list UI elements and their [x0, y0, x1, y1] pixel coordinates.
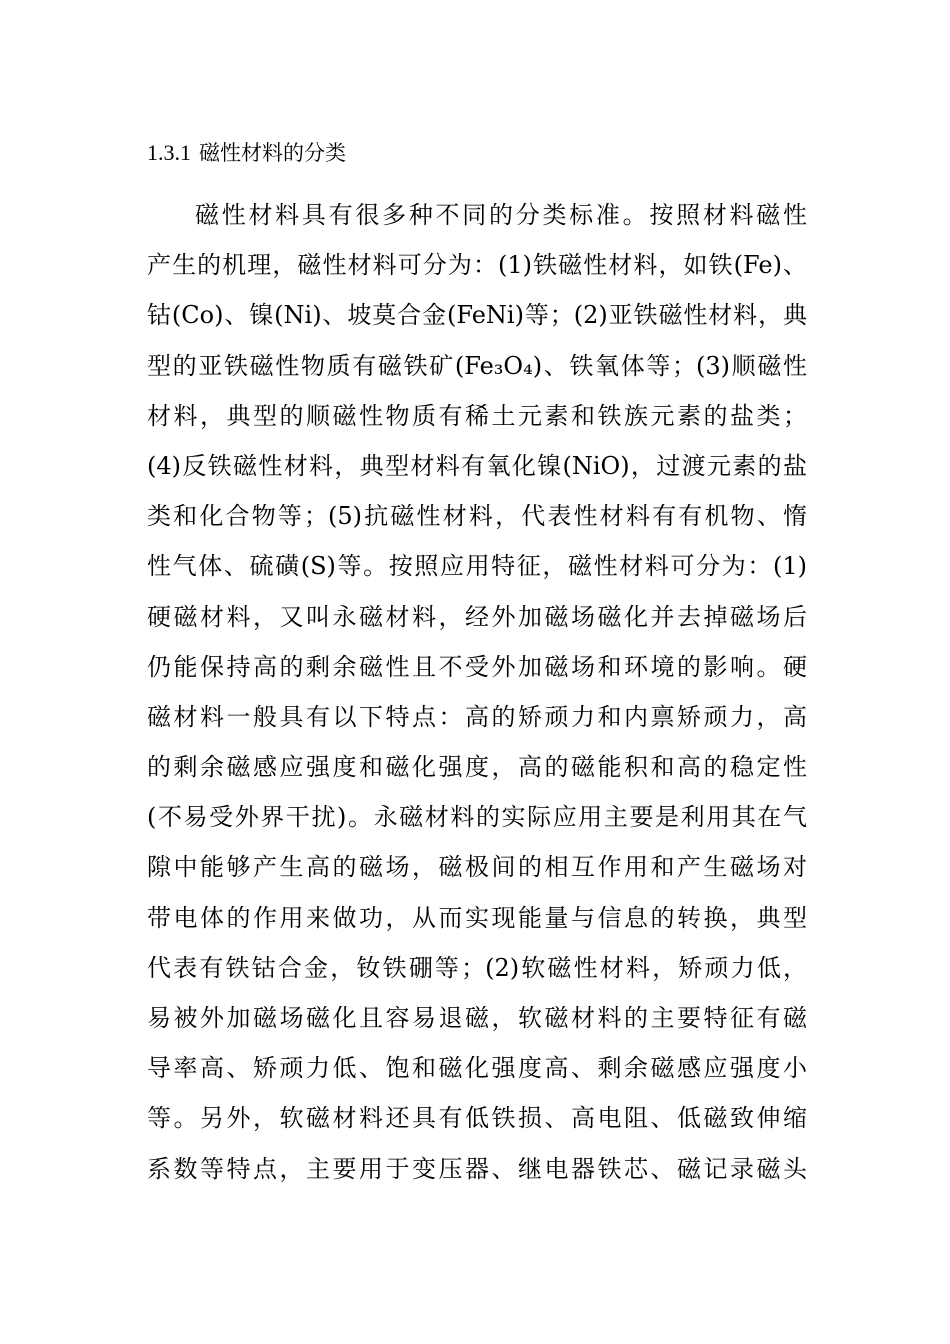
body-paragraph [147, 190, 807, 1194]
paragraph-line: 带电体的作用来做功，从而实现能量与信息的转换，典型 [147, 903, 807, 932]
paragraph-line: (不易受外界干扰)。永磁材料的实际应用主要是利用其在气 [147, 803, 807, 832]
paragraph-line: 性气体、硫磺(S)等。按照应用特征，磁性材料可分为：(1) [147, 552, 807, 581]
paragraph-line: 类和化合物等；(5)抗磁性材料，代表性材料有有机物、惰 [147, 502, 807, 531]
paragraph-line: 隙中能够产生高的磁场，磁极间的相互作用和产生磁场对 [147, 853, 807, 882]
paragraph-line: 等。另外，软磁材料还具有低铁损、高电阻、低磁致伸缩 [147, 1104, 807, 1133]
paragraph-line: 型的亚铁磁性物质有磁铁矿(Fe₃O₄)、铁氧体等；(3)顺磁性 [147, 351, 807, 380]
paragraph-line: 磁材料一般具有以下特点：高的矫顽力和内禀矫顽力，高 [147, 702, 807, 731]
paragraph-line: 的剩余磁感应强度和磁化强度，高的磁能积和高的稳定性 [147, 753, 807, 782]
section-number: 1.3.1 [147, 140, 191, 165]
paragraph-line: 代表有铁钴合金，钕铁硼等；(2)软磁性材料，矫顽力低， [147, 953, 807, 982]
paragraph-line: 产生的机理，磁性材料可分为：(1)铁磁性材料，如铁(Fe)、 [147, 251, 807, 280]
paragraph-line: 仍能保持高的剩余磁性且不受外加磁场和环境的影响。硬 [147, 652, 807, 681]
paragraph-line: 导率高、矫顽力低、饱和磁化强度高、剩余磁感应强度小 [147, 1054, 807, 1083]
paragraph-line: 系数等特点，主要用于变压器、继电器铁芯、磁记录磁头 [147, 1154, 807, 1183]
section-title: 磁性材料的分类 [199, 141, 346, 165]
paragraph-line: 硬磁材料，又叫永磁材料，经外加磁场磁化并去掉磁场后 [147, 602, 807, 631]
paragraph-line: 钴(Co)、镍(Ni)、坡莫合金(FeNi)等；(2)亚铁磁性材料，典 [147, 301, 807, 330]
paragraph-line: 磁性材料具有很多种不同的分类标准。按照材料磁性 [195, 201, 807, 229]
section-heading [147, 138, 346, 169]
paragraph-line: 材料，典型的顺磁性物质有稀土元素和铁族元素的盐类； [147, 401, 807, 430]
paragraph-line: 易被外加磁场磁化且容易退磁，软磁材料的主要特征有磁 [147, 1004, 807, 1032]
paragraph-line: (4)反铁磁性材料，典型材料有氧化镍(NiO)，过渡元素的盐 [147, 451, 807, 480]
